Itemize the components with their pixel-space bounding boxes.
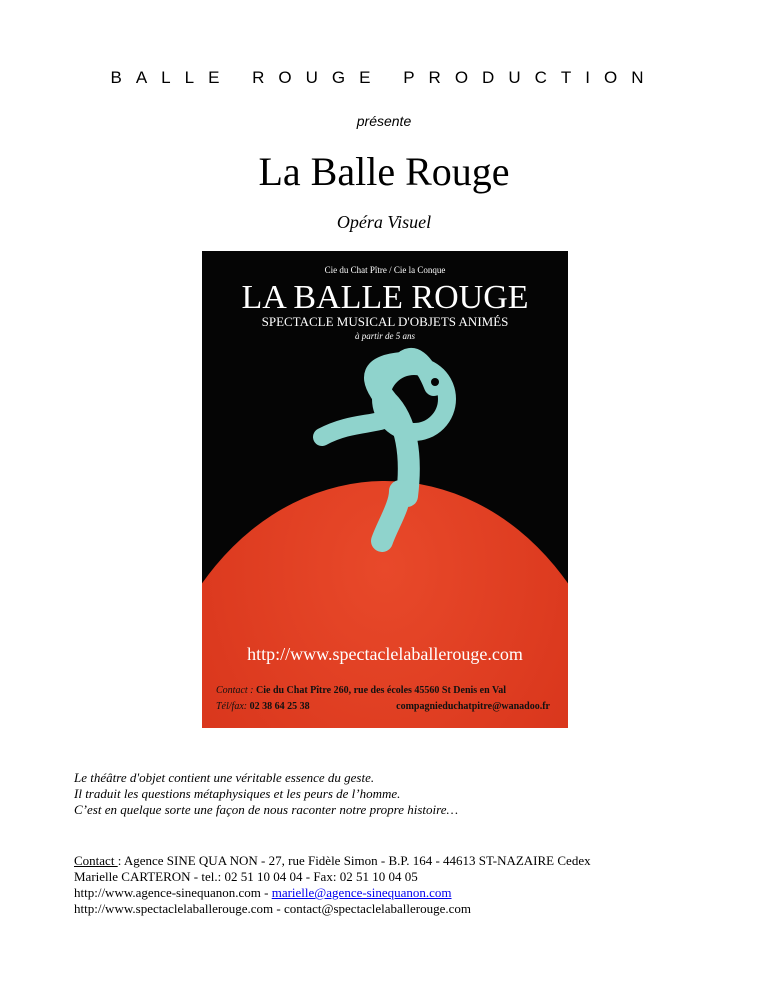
poster-title: LA BALLE ROUGE [241, 279, 529, 316]
poster-companies: Cie du Chat Pître / Cie la Conque [324, 265, 446, 275]
poster-tel-value: 02 38 64 25 38 [249, 701, 310, 712]
poster-url: http://www.spectaclelaballerouge.com [247, 644, 523, 664]
description-line: C’est en quelque sorte une façon de nous raconter notre propre histoire… [74, 802, 459, 817]
email-link[interactable]: marielle@agence-sinequanon.com [271, 885, 452, 900]
poster-image [202, 251, 568, 728]
description [74, 770, 458, 818]
contact-line-3 [74, 885, 591, 901]
poster-tel [216, 701, 310, 712]
poster-tel-label: Tél/fax: [216, 701, 248, 712]
contact-line-1 [74, 853, 591, 869]
presents-label: présente [356, 113, 412, 129]
poster-tagline: SPECTACLE MUSICAL D'OBJETS ANIMÉS [261, 314, 509, 329]
description-line: Il traduit les questions métaphysiques et les peurs de l’homme. [74, 786, 401, 801]
agency-website: http://www.agence-sinequanon.com - [74, 885, 272, 900]
poster-email: compagnieduchatpitre@wanadoo.fr [396, 701, 550, 712]
poster-age: à partir de 5 ans [354, 331, 415, 341]
contact-block [74, 853, 591, 917]
page-subtitle: Opéra Visuel [336, 212, 432, 232]
poster-contact [216, 685, 506, 696]
description-line: Le théâtre d'objet contient une véritable essence du geste. [74, 770, 375, 785]
poster-contact-value: Cie du Chat Pître 260, rue des écoles 45560 St Denis en Val [256, 685, 507, 696]
contact-label: Contact [74, 853, 118, 868]
page-title: La Balle Rouge [258, 149, 510, 194]
company-name: BALLE ROUGE PRODUCTION [110, 68, 658, 87]
contact-line-4: http://www.spectaclelaballerouge.com - contact@spectaclelaballerouge.com [74, 901, 471, 916]
poster-contact-label: Contact : [216, 685, 254, 696]
contact-line-2: Marielle CARTERON - tel.: 02 51 10 04 04 - Fax: 02 51 10 04 05 [74, 869, 418, 884]
contact-address: : Agence SINE QUA NON - 27, rue Fidèle Simon - B.P. 164 - 44613 ST-NAZAIRE Cedex [117, 853, 591, 868]
